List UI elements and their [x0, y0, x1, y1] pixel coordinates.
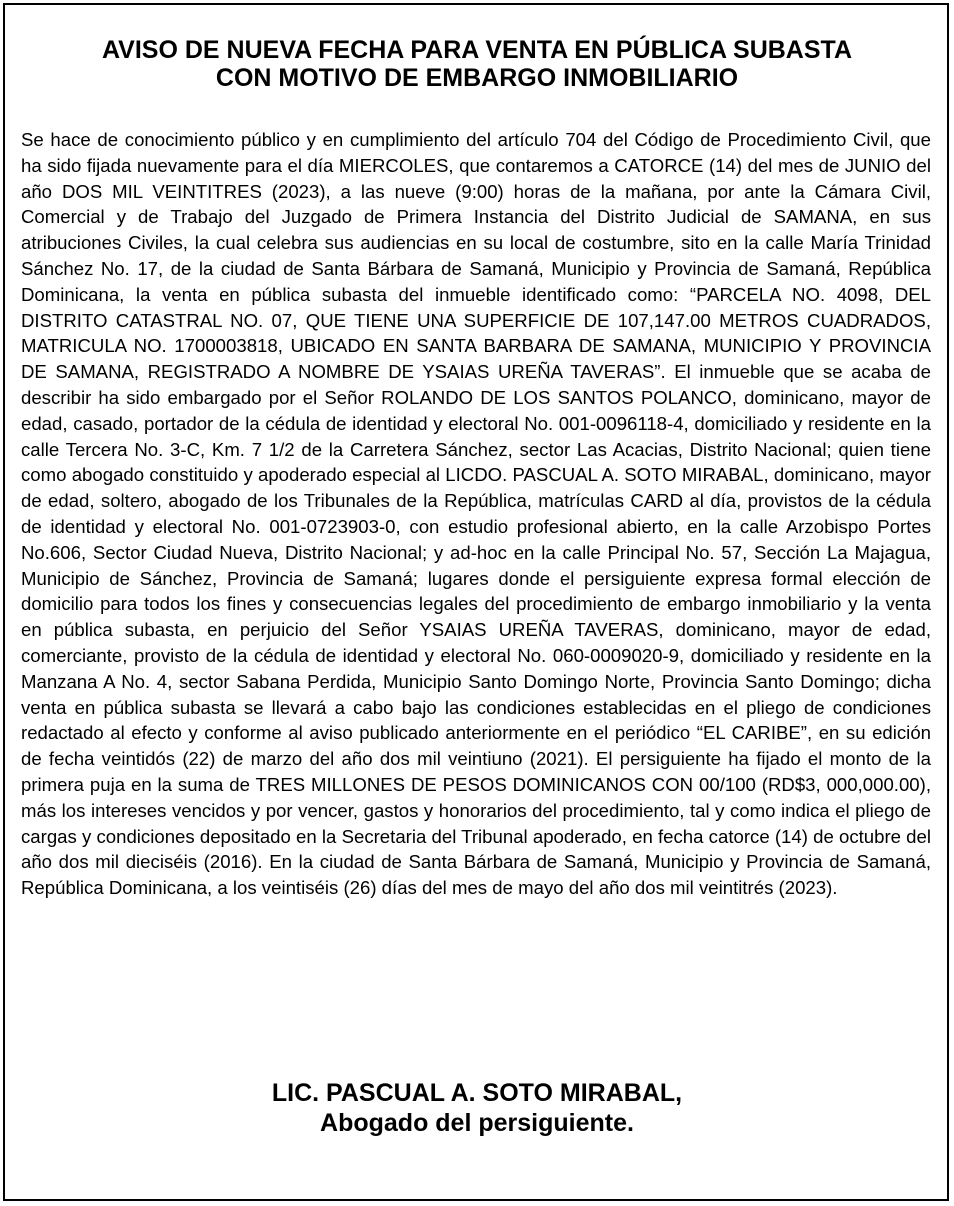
- signature-role: Abogado del persiguiente.: [320, 1109, 634, 1137]
- notice-title-line-2: CON MOTIVO DE EMBARGO INMOBILIARIO: [215, 64, 739, 92]
- signature-name: LIC. PASCUAL A. SOTO MIRABAL,: [271, 1079, 683, 1107]
- notice-title: [20, 36, 934, 92]
- signature-block: [20, 1078, 934, 1138]
- notice-body: Se hace de conocimiento público y en cumplimiento del artículo 704 del Código de Procedimiento Civil, que ha sido fijada nuevamente para el día MIERCOLES, que contaremos a CATORCE (14) del mes de JUNIO del año DOS MIL VEINTITRES (2023), a las nueve (9:00) horas de la mañana, por ante la Cámara Civil, Comercial y de Trabajo del Juzgado de Primera Instancia del Distrito Judicial de SAMANA, en sus atribuciones Civiles, la cual celebra sus audiencias en su local de costumbre, sito en la calle María Trinidad Sánchez No. 17, de la ciudad de Santa Bárbara de Samaná, Municipio y Provincia de Samaná, República Dominicana, la venta en pública subasta del inmueble identificado como: “PARCELA NO. 4098, DEL DISTRITO CATASTRAL NO. 07, QUE TIENE UNA SUPERFICIE DE 107,147.00 METROS CUADRADOS, MATRICULA NO. 1700003818, UBICADO EN SANTA BARBARA DE SAMANA, MUNICIPIO Y PROVINCIA DE SAMANA, REGISTRADO A NOMBRE DE YSAIAS UREÑA TAVERAS”. El inmueble que se acaba de describir ha sido embargado por el Señor ROLANDO DE LOS SANTOS POLANCO, dominicano, mayor de edad, casado, portador de la cédula de identidad y electoral No. 001-0096118-4, domiciliado y residente en la calle Tercera No. 3-C, Km. 7 1/2 de la Carretera Sánchez, sector Las Acacias, Distrito Nacional; quien tiene como abogado constituido y apoderado especial al LICDO. PASCUAL A. SOTO MIRABAL, dominicano, mayor de edad, soltero, abogado de los Tribunales de la República, matrículas CARD al día, provistos de la cédula de identidad y electoral No. 001-0723903-0, con estudio profesional abierto, en la calle Arzobispo Portes No.606, Sector Ciudad Nueva, Distrito Nacional; y ad-hoc en la calle Principal No. 57, Sección La Majagua, Municipio de Sánchez, Provincia de Samaná; lugares donde el persiguiente expresa formal elección de domicilio para todos los fines y consecuencias legales del procedimiento de embargo inmobiliario y la venta en pública subasta, en perjuicio del Señor YSAIAS UREÑA TAVERAS, dominicano, mayor de edad, comerciante, provisto de la cédula de identidad y electoral No. 060-0009020-9, domiciliado y residente en la Manzana A No. 4, sector Sabana Perdida, Municipio Santo Domingo Norte, Provincia Santo Domingo; dicha venta en pública subasta se llevará a cabo bajo las condiciones establecidas en el pliego de condiciones redactado al efecto y conforme al aviso publicado anteriormente en el periódico “EL CARIBE”, en su edición de fecha veintidós (22) de marzo del año dos mil veintiuno (2021). El persiguiente ha fijado el monto de la primera puja en la suma de TRES MILLONES DE PESOS DOMINICANOS CON 00/100 (RD$3, 000,000.00), más los intereses vencidos y por vencer, gastos y honorarios del procedimiento, tal y como indica el pliego de cargas y condiciones depositado en la Secretaria del Tribunal apoderado, en fecha catorce (14) de octubre del año dos mil dieciséis (2016). En la ciudad de Santa Bárbara de Samaná, Municipio y Provincia de Samaná, República Dominicana, a los veintiséis (26) días del mes de mayo del año dos mil veintitrés (2023).: [21, 129, 931, 899]
- notice-title-line-1: AVISO DE NUEVA FECHA PARA VENTA EN PÚBLICA SUBASTA: [101, 36, 853, 64]
